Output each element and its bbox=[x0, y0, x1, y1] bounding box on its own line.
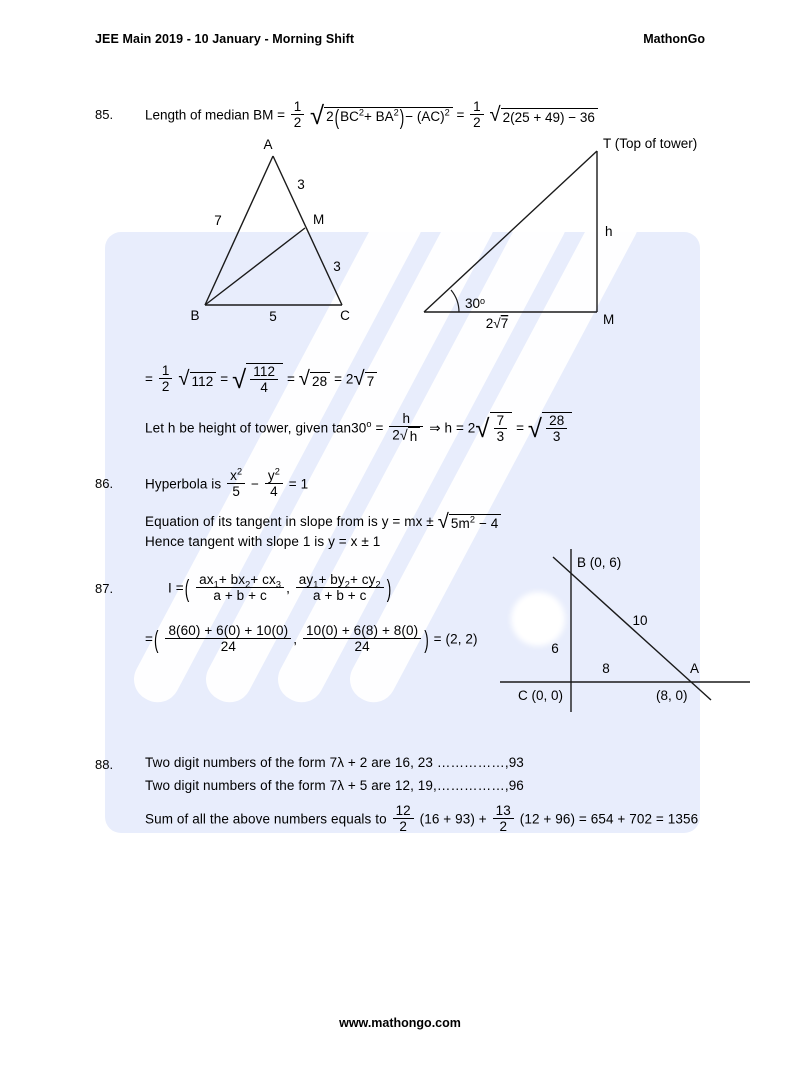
question-number-87: 87. bbox=[95, 581, 114, 596]
q87-ev-x-fraction: $\frac{8(60) + 6(0) + 10(0)}{24}$ bbox=[165, 623, 291, 655]
tower-angle-label: 30$^o$ bbox=[465, 296, 486, 311]
q88-l1-mid: + 2 are 16, 23 ……………,93 bbox=[347, 755, 524, 770]
q85-l2-eq4: = bbox=[334, 371, 343, 387]
q85-l2-sqrtfrac: √ $\frac{112}{4}$ bbox=[232, 363, 283, 397]
q88-frac-2: $\frac{13}{2}$ bbox=[493, 803, 514, 835]
svg-text:2√7: 2√7 bbox=[485, 316, 509, 331]
q88-l1-lambda: λ bbox=[337, 755, 345, 770]
angle-arc-30 bbox=[451, 290, 459, 312]
q85-l2-eq2: = bbox=[220, 371, 229, 387]
point-label-b: B (0, 6) bbox=[577, 555, 622, 570]
side-label-hypotenuse: 10 bbox=[632, 613, 648, 628]
q87-evaluated: =( $\frac{8(60) + 6(0) + 10(0)}{24}$ , $\frac{10(0) + 6(8) + 8(0)}{24}$ ) = (2, 2) bbox=[145, 623, 478, 655]
q85-r1-ba: + BA bbox=[363, 109, 394, 125]
side-label-am: 3 bbox=[297, 177, 305, 192]
q85-half-1: $\frac{1}{2}$ bbox=[291, 99, 305, 131]
q88-line2 bbox=[145, 778, 524, 793]
q85-r1-coeff: 2 bbox=[326, 109, 334, 125]
q85-line3: Let h be height of tower, given tan30$^o$ = $\frac{h}{2√ h}$ ⇒ h = 2√ $\frac{7}{3}$ = √ $\frac{28}{3}$ bbox=[145, 412, 572, 446]
q86-line1 bbox=[145, 466, 309, 501]
q85-half-2: $\frac{1}{2}$ bbox=[470, 99, 484, 131]
q85-l3-text: Let h be height of tower, given tan30 bbox=[145, 420, 367, 436]
q85-radical-1: √ $2(BC^2+ BA^2)- (AC)^2$ bbox=[310, 102, 453, 131]
q87-ev-comma: , bbox=[293, 631, 298, 647]
q85-l2-sqrt7: √ 7 bbox=[354, 369, 378, 392]
q85-r1-ac: − (AC) bbox=[405, 109, 445, 125]
q86-l2-radical: √ $5m^2 - 4$ bbox=[438, 511, 502, 534]
side-label-bc: 5 bbox=[269, 309, 277, 324]
tower-foot-label: M bbox=[603, 312, 615, 327]
segment-ac bbox=[273, 156, 342, 305]
q86-line2 bbox=[145, 511, 501, 534]
q85-l3-eq2: = bbox=[516, 420, 525, 436]
header-exam-title: JEE Main 2019 - 10 January - Morning Shift bbox=[95, 32, 355, 46]
q85-l2-sqrt28: √ 28 bbox=[299, 369, 330, 392]
q88-l2-lambda: λ bbox=[337, 778, 345, 793]
side-label-horizontal: 8 bbox=[602, 661, 610, 676]
point-label-a-coords: (8, 0) bbox=[656, 688, 688, 703]
question-number-85: 85. bbox=[95, 107, 114, 122]
q88-l2-mid: + 5 are 12, 19,……………,96 bbox=[347, 778, 524, 793]
q85-l2-sqrt112: √ 112 bbox=[178, 369, 216, 392]
vertex-label-c: C bbox=[340, 308, 350, 323]
header-brand: MathonGo bbox=[643, 32, 705, 46]
q88-frac-1: $\frac{12}{2}$ bbox=[393, 803, 414, 835]
q87-x-fraction: $\frac{ax_1+ bx_2+ cx_3}{a + b + c}$ bbox=[196, 572, 284, 604]
tower-height-label: h bbox=[605, 224, 613, 239]
q86-minus: − bbox=[251, 476, 259, 492]
q88-l3-pre: Sum of all the above numbers equals to bbox=[145, 811, 387, 827]
q86-line3: Hence tangent with slope 1 is y = x ± 1 bbox=[145, 534, 381, 549]
q85-l3-eq: = bbox=[375, 420, 384, 436]
segment-ab bbox=[205, 156, 273, 305]
q88-l1-pre: Two digit numbers of the form 7 bbox=[145, 755, 338, 770]
q87-comma: , bbox=[286, 580, 290, 596]
q85-l2-half: $\frac{1}{2}$ bbox=[159, 363, 173, 395]
q85-median-expression bbox=[145, 100, 598, 132]
q88-l2-pre: Two digit numbers of the form 7 bbox=[145, 778, 338, 793]
q85-radical-2: √ 2(25 + 49) − 36 bbox=[489, 105, 597, 128]
q85-l3-implies: ⇒ h = 2 bbox=[429, 420, 476, 436]
page-footer-url: www.mathongo.com bbox=[339, 1016, 461, 1030]
tower-hypotenuse bbox=[424, 151, 597, 312]
side-label-ab: 7 bbox=[214, 213, 222, 228]
q85-line2 bbox=[145, 363, 377, 397]
q88-term1: (16 + 93) + bbox=[419, 811, 487, 827]
q85-l3-root2: √ $\frac{28}{3}$ bbox=[528, 412, 572, 446]
q85-l2-eq3: = bbox=[286, 371, 295, 387]
vertex-label-a: A bbox=[263, 137, 273, 152]
question-number-86: 86. bbox=[95, 476, 114, 491]
tower-base-label bbox=[486, 316, 508, 331]
q85-lead-text: Length of median BM = bbox=[145, 107, 285, 123]
segment-bm bbox=[205, 228, 305, 305]
point-label-a: A bbox=[690, 661, 700, 676]
q86-l1-text: Hyperbola is bbox=[145, 476, 222, 492]
q87-formula: I =( $\frac{ax_1+ bx_2+ cx_3}{a + b + c}$ , $\frac{ay_1+ by_2+ cy_2}{a + b + c}$ ) bbox=[168, 572, 392, 604]
q85-l2-eq: = bbox=[145, 371, 153, 387]
triangle-abc-median-diagram bbox=[180, 135, 380, 335]
page-header bbox=[0, 32, 800, 52]
q87-y-fraction: $\frac{ay_1+ by_2+ cy_2}{a + b + c}$ bbox=[296, 572, 384, 604]
side-label-mc: 3 bbox=[333, 259, 341, 274]
point-label-c: C (0, 0) bbox=[518, 688, 564, 703]
q87-ev-y-fraction: $\frac{10(0) + 6(8) + 8(0)}{24}$ bbox=[303, 623, 421, 655]
q86-x-term: $\frac{x^2}{5}$ bbox=[227, 468, 245, 500]
question-number-88: 88. bbox=[95, 757, 114, 772]
vertex-label-b: B bbox=[190, 308, 200, 323]
q85-l3-frac: $\frac{h}{2√ h}$ bbox=[389, 411, 423, 445]
q87-result: = (2, 2) bbox=[433, 631, 478, 647]
q88-line1 bbox=[145, 755, 524, 770]
q87-lhs: I = bbox=[168, 580, 184, 596]
q86-eq: = 1 bbox=[288, 476, 309, 492]
q87-ev-eq: = bbox=[145, 631, 153, 647]
q85-l2-two: 2 bbox=[345, 371, 354, 387]
tower-top-label: T (Top of tower) bbox=[603, 136, 698, 151]
q86-l2-text: Equation of its tangent in slope from is y = mx ± bbox=[145, 514, 434, 530]
q85-r1-bc: BC bbox=[340, 109, 359, 125]
q85-equals: = bbox=[456, 107, 465, 123]
q88-line3 bbox=[145, 804, 698, 836]
q85-l3-root1: √ $\frac{7}{3}$ bbox=[475, 412, 512, 446]
q88-term2: (12 + 96) = 654 + 702 = 1356 bbox=[519, 811, 699, 827]
vertex-label-m: M bbox=[313, 212, 325, 227]
coordinate-triangle-diagram bbox=[500, 545, 760, 715]
tower-triangle-diagram bbox=[415, 138, 725, 333]
hypotenuse-ab bbox=[553, 557, 711, 700]
side-label-vertical: 6 bbox=[551, 641, 559, 656]
q86-y-term: $\frac{y^2}{4}$ bbox=[265, 468, 283, 500]
